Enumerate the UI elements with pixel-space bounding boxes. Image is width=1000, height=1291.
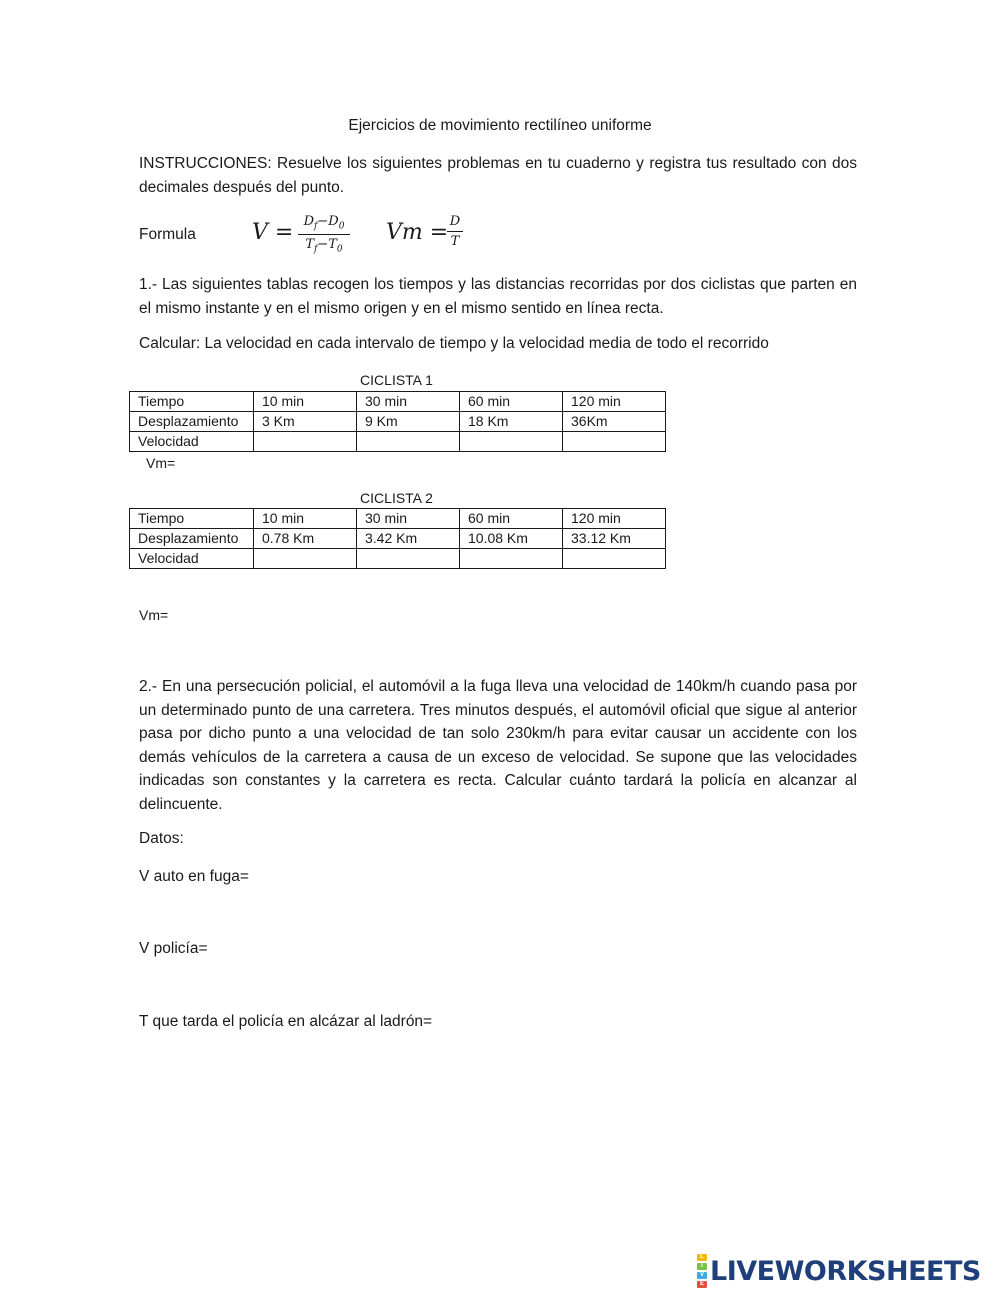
answer-cell[interactable] [357, 549, 460, 569]
problem1-calc: Calcular: La velocidad en cada intervalo de tiempo y la velocidad media de todo el recorrido [139, 335, 769, 352]
cyclist1-table [129, 391, 666, 452]
liveworksheets-logo [697, 1255, 981, 1287]
velocity-fraction [298, 214, 350, 254]
v-policia-label: V policía= [139, 940, 208, 957]
v-auto-label: V auto en fuga= [139, 868, 249, 885]
answer-cell[interactable] [563, 432, 666, 452]
logo-letter: E [697, 1281, 707, 1288]
datos-label: Datos: [139, 830, 184, 847]
table-cell: 120 min [563, 392, 666, 412]
table-cell: Velocidad [130, 549, 254, 569]
table-cell: Desplazamiento [130, 529, 254, 549]
document-title: Ejercicios de movimiento rectilíneo uniforme [348, 117, 652, 134]
table1-vm-label: Vm= [146, 455, 176, 471]
answer-cell[interactable] [357, 432, 460, 452]
table-cell: 120 min [563, 509, 666, 529]
table-cell: 3 Km [254, 412, 357, 432]
logo-letter: V [697, 1272, 707, 1279]
problem2-text: 2.- En una persecución policial, el automóvil a la fuga lleva una velocidad de 140km/h cuando pasa por un determinado punto de una carretera. Tres minutos después, el automóvil oficial que sigue al anterior pasa por dicho punto a una velocidad de tan solo 230km/h para evitar causar un accidente con los demás vehículos de la carretera a causa de un exceso de velocidad. Se supone que las velocidades indicadas son constantes y la carretera es recta. Calcular cuánto tardará la policía en alcanzar al delincuente. [139, 678, 857, 813]
mean-velocity-formula [386, 212, 476, 262]
table-cell: 60 min [460, 509, 563, 529]
t-tarda-label: T que tarda el policía en alcázar al ladrón= [139, 1013, 433, 1030]
cyclist2-table [129, 508, 666, 569]
velocity-formula [252, 212, 362, 262]
table-cell: 9 Km [357, 412, 460, 432]
table-row [130, 432, 666, 452]
instructions-text: INSTRUCCIONES: Resuelve los siguientes problemas en tu cuaderno y registra tus resultado con dos decimales después del punto. [139, 155, 857, 196]
table1-caption: CICLISTA 1 [360, 372, 433, 388]
table-cell: Tiempo [130, 509, 254, 529]
table-cell: 33.12 Km [563, 529, 666, 549]
table-cell: 10 min [254, 392, 357, 412]
table2-vm-label: Vm= [139, 607, 169, 623]
mean-velocity-denominator: T [450, 234, 460, 249]
formula-label: Formula [139, 226, 196, 243]
problem1-text: 1.- Las siguientes tablas recogen los tiempos y las distancias recorridas por dos ciclistas que parten en el mismo instante y en el mismo origen y en el mismo sentido en línea recta. [139, 276, 857, 317]
answer-cell[interactable] [460, 549, 563, 569]
mean-velocity-numerator: D [449, 214, 461, 229]
table-cell: Desplazamiento [130, 412, 254, 432]
logo-letter: I [697, 1263, 707, 1270]
mean-velocity-fraction [447, 214, 463, 249]
table-row [130, 392, 666, 412]
velocity-symbol: V = [252, 220, 294, 245]
table2-caption: CICLISTA 2 [360, 490, 433, 506]
velocity-numerator: $D_f-D_0$ [303, 214, 345, 232]
logo-text: LIVEWORKSHEETS [710, 1255, 981, 1287]
table-cell: 36Km [563, 412, 666, 432]
table-cell: 0.78 Km [254, 529, 357, 549]
table-cell: 30 min [357, 509, 460, 529]
answer-cell[interactable] [460, 432, 563, 452]
table-cell: 3.42 Km [357, 529, 460, 549]
table-cell: Tiempo [130, 392, 254, 412]
table-row [130, 529, 666, 549]
table-cell: 18 Km [460, 412, 563, 432]
table-cell: Velocidad [130, 432, 254, 452]
table-cell: 60 min [460, 392, 563, 412]
logo-mark-icon [697, 1253, 707, 1289]
answer-cell[interactable] [563, 549, 666, 569]
answer-cell[interactable] [254, 549, 357, 569]
table-row [130, 549, 666, 569]
logo-letter: L [697, 1254, 707, 1261]
table-row [130, 412, 666, 432]
table-cell: 10 min [254, 509, 357, 529]
table-cell: 10.08 Km [460, 529, 563, 549]
table-cell: 30 min [357, 392, 460, 412]
table-row [130, 509, 666, 529]
velocity-denominator: $T_f-T_0$ [305, 236, 343, 255]
mean-velocity-symbol: Vm = [386, 220, 449, 245]
answer-cell[interactable] [254, 432, 357, 452]
